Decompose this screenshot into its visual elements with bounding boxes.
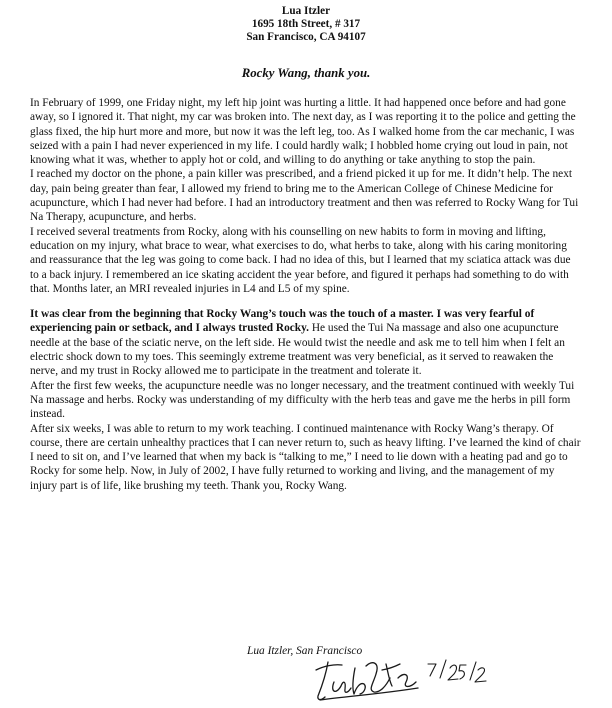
sender-name: Lua Itzler [281,5,331,17]
paragraph-treatments: I received several treatments from Rocky, along with his counselling on new habits to form in moving and lifting, education on my injury, what brace to wear, what exercises to do, what herbs to take, along with his caring monitoring and reassurance that the leg was going to come back. I had no idea of this, but I learned that my sciatica attack was due to a back injury. I remembered an ice skating accident the year before, and figured it perhaps had something to do with that. Months later, an MRI revealed injuries in L4 and L5 of my spine. [30,225,571,295]
paragraph-six-weeks: After six weeks, I was able to return to my work teaching. I continued maintenance with Rocky Wang’s therapy. Of course, there are certain unhealthy practices that I can never return to, such as heavy lifting. I’ve learned the kind of chair I need to sit on, and I’ve learned that when my back is “talking to me,” I need to lie down with a heating pad and go to Rocky for some help. Now, in July of 2002, I have fully returned to working and living, and the management of my injury part is of life, like brushing my teeth. Thank you, Rocky Wang. [30,422,581,492]
sender-street: 1695 18th Street, # 317 [251,18,361,30]
emphasis-lead: It was clear from the beginning that Rocky Wang’s touch was the touch of a master. I was very fearful of experiencing pain or setback, and I always trusted Rocky. [30,308,535,335]
sender-city: San Francisco, CA 94107 [246,31,366,43]
paragraph-hip-pain: In February of 1999, one Friday night, my left hip joint was hurting a little. It had happened once before and had gone away, so I ignored it. That night, my car was broken into. The next day, as I was reporting it to the police and getting the glass fixed, the hip hurt more and more, but now it was the left leg, too. As I walked home from the car mechanic, I was seized with a pain I had never experienced in my life. I could hardly walk; I hobbled home crying out loud in pain, not knowing what it was, whether to apply hot or cold, and willing to do anything or take anything to stop the pain. [30,97,576,167]
emphasis-rest: He used the Tui Na massage and also one acupuncture needle at the base of the sciatic nerve, on the left side. He would twist the needle and ask me to tell him when I felt an electric shock down to my toes. This seemingly extreme treatment was very beneficial, as it served to reawaken the nerve, and my trust in Rocky allowed me to participate in the treatment and tolerate it. [30,322,565,378]
letter-body [30,96,582,493]
handwritten-signature [300,648,490,706]
closing-line: Lua Itzler, San Francisco [247,645,363,657]
letter-salutation: Rocky Wang, thank you. [241,66,371,80]
paragraph-doctor: I reached my doctor on the phone, a pain killer was prescribed, and a friend picked it up for me. It didn’t help. The next day, pain being greater than fear, I allowed my friend to bring me to the American College of Chinese Medicine for acupuncture, which I had never had before. I had an introductory treatment and then was referred to Rocky Wang for Tui Na Therapy, acupuncture, and herbs. [30,168,579,224]
paragraph-first-weeks: After the first few weeks, the acupuncture needle was no longer necessary, and the treatment continued with weekly Tui Na massage and herbs. Rocky was understanding of my difficulty with the herb teas and gave me the herbs in pill form instead. [30,379,575,421]
letter-header [0,5,612,44]
paragraph-master-touch [30,307,582,378]
